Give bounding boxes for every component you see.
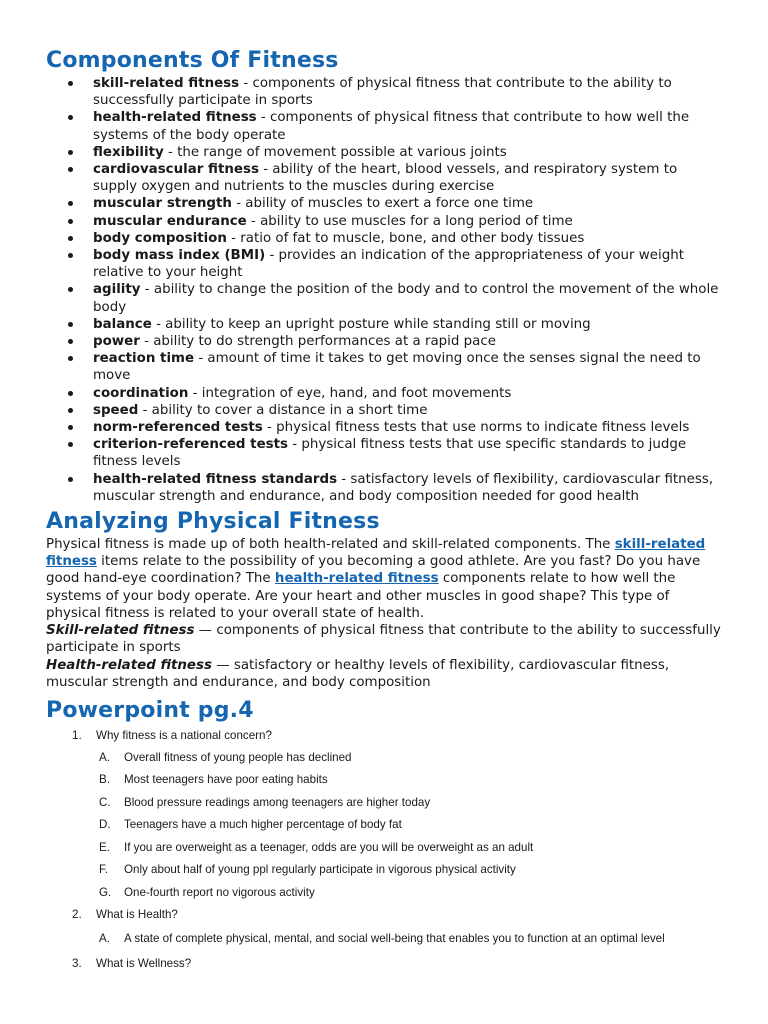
glossary-definition: - ability to change the position of the body and to control the movement of the whole body (93, 282, 719, 315)
glossary-definition: - amount of time it takes to get moving once the senses signal the need to move (93, 351, 701, 384)
glossary-definition: - ability to do strength performances at a rapid pace (139, 334, 496, 350)
glossary-definition: - ability of muscles to exert a force one time (231, 196, 534, 212)
answer-letter: D. (99, 818, 111, 832)
glossary-term: muscular endurance (93, 213, 247, 229)
answer-item (99, 749, 722, 767)
glossary-definition: - physical fitness tests that use norms to indicate fitness levels (262, 420, 690, 436)
answer-text: If you are overweight as a teenager, odds are you will be overweight as an adult (124, 840, 534, 854)
definition-term: Skill-related fitness (46, 623, 195, 639)
question-item (72, 955, 722, 973)
glossary-item (93, 109, 722, 143)
powerpoint-heading: Powerpoint pg.4 (46, 697, 254, 723)
answer-text: One-fourth report no vigorous activity (124, 885, 315, 899)
glossary-term: balance (93, 316, 152, 332)
glossary-item (93, 75, 722, 109)
definition-text: — satisfactory or healthy levels of flexibility, cardiovascular fitness, muscular strength and endurance, and body composition (46, 657, 670, 690)
glossary-term: muscular strength (93, 196, 232, 212)
glossary-item (93, 316, 722, 333)
glossary-item (93, 402, 722, 419)
skill-related-definition (46, 622, 722, 656)
components-heading: Components Of Fitness (46, 48, 339, 73)
analyzing-paragraph (46, 536, 722, 622)
glossary-item (93, 230, 722, 247)
answer-text: A state of complete physical, mental, and social well-being that enables you to function at an optimal level (124, 932, 665, 946)
paragraph-text: Physical fitness is made up of both health-related and skill-related components. The (46, 537, 615, 553)
paragraph-text: components relate to how well the systems of your body operate. Are your heart and other muscles in good shape? This type of physical fitness is related to your overall state of health. (46, 571, 676, 621)
components-list (46, 75, 722, 505)
glossary-definition: - components of physical fitness that contribute to how well the systems of the body operate (93, 110, 690, 143)
glossary-term: flexibility (93, 144, 164, 160)
answer-item (99, 839, 722, 857)
glossary-term: speed (93, 402, 139, 418)
answer-letter: C. (99, 795, 111, 809)
question-item (72, 727, 722, 902)
answer-text: Overall fitness of young people has declined (124, 750, 352, 764)
answer-item (99, 771, 722, 789)
answer-letter: B. (99, 773, 110, 787)
glossary-item (93, 247, 722, 281)
question-text: What is Wellness? (96, 956, 192, 970)
glossary-item (93, 195, 722, 212)
definition-text: — components of physical fitness that contribute to the ability to successfully participate in sports (46, 623, 721, 656)
skill-related-fitness-link[interactable]: skill-related fitness (46, 537, 706, 570)
answer-letter: F. (99, 863, 109, 877)
glossary-item (93, 471, 722, 505)
question-number: 1. (72, 728, 82, 742)
glossary-definition: - ratio of fat to muscle, bone, and other body tissues (226, 230, 585, 246)
answer-letter: G. (99, 885, 112, 899)
answer-item (99, 816, 722, 834)
health-related-fitness-link[interactable]: health-related fitness (274, 571, 439, 587)
glossary-term: body mass index (BMI) (93, 248, 266, 264)
glossary-term: health-related fitness (93, 110, 257, 126)
glossary-item (93, 161, 722, 195)
answer-item (99, 928, 722, 950)
answer-text: Teenagers have a much higher percentage of body fat (124, 818, 402, 832)
question-number: 3. (72, 956, 82, 970)
analyzing-heading: Analyzing Physical Fitness (46, 509, 380, 535)
question-text: What is Health? (96, 908, 178, 922)
glossary-definition: - the range of movement possible at various joints (163, 144, 507, 160)
glossary-item (93, 213, 722, 230)
glossary-definition: - ability of the heart, blood vessels, and respiratory system to supply oxygen and nutrients to the muscles during exercise (93, 162, 678, 195)
answer-text: Most teenagers have poor eating habits (124, 773, 328, 787)
glossary-term: cardiovascular fitness (93, 162, 259, 178)
glossary-item (93, 419, 722, 436)
answer-item (99, 861, 722, 879)
definition-term: Health-related fitness (46, 657, 212, 673)
glossary-definition: - ability to use muscles for a long period of time (246, 213, 573, 229)
glossary-definition: - satisfactory levels of flexibility, cardiovascular fitness, muscular strength and endurance, and body composition needed for good health (93, 471, 714, 504)
glossary-term: criterion-referenced tests (93, 437, 289, 453)
glossary-term: skill-related fitness (93, 76, 240, 91)
answer-list (96, 749, 722, 902)
answer-text: Only about half of young ppl regularly participate in vigorous physical activity (124, 863, 516, 877)
answer-letter: A. (99, 932, 110, 946)
question-list (46, 727, 722, 973)
answer-letter: E. (99, 840, 110, 854)
glossary-term: coordination (93, 385, 189, 401)
answer-letter: A. (99, 750, 110, 764)
glossary-definition: - ability to cover a distance in a short time (138, 402, 428, 418)
glossary-definition: - integration of eye, hand, and foot movements (188, 385, 512, 401)
glossary-item (93, 281, 722, 315)
glossary-item (93, 436, 722, 470)
paragraph-text: items relate to the possibility of you becoming a good athlete. Are you fast? Do you have good hand-eye coordination? The (46, 554, 701, 587)
answer-item (99, 794, 722, 812)
glossary-definition: - ability to keep an upright posture while standing still or moving (151, 316, 591, 332)
answer-list (96, 928, 722, 950)
glossary-definition: - provides an indication of the appropriateness of your weight relative to your height (93, 248, 684, 281)
glossary-definition: - physical fitness tests that use specific standards to judge fitness levels (93, 437, 687, 470)
glossary-term: norm-referenced tests (93, 420, 263, 436)
glossary-item (93, 350, 722, 384)
glossary-item (93, 144, 722, 161)
glossary-term: body composition (93, 230, 227, 246)
glossary-term: power (93, 334, 140, 350)
glossary-item (93, 333, 722, 350)
answer-item (99, 884, 722, 902)
question-item (72, 906, 722, 950)
glossary-definition: - components of physical fitness that contribute to the ability to successfully participate in sports (93, 76, 672, 109)
glossary-term: health-related fitness standards (93, 471, 338, 487)
question-number: 2. (72, 908, 82, 922)
glossary-term: agility (93, 282, 141, 298)
glossary-item (93, 385, 722, 402)
question-text: Why fitness is a national concern? (96, 728, 272, 742)
answer-text: Blood pressure readings among teenagers are higher today (124, 795, 431, 809)
health-related-definition (46, 657, 722, 691)
glossary-term: reaction time (93, 351, 195, 367)
